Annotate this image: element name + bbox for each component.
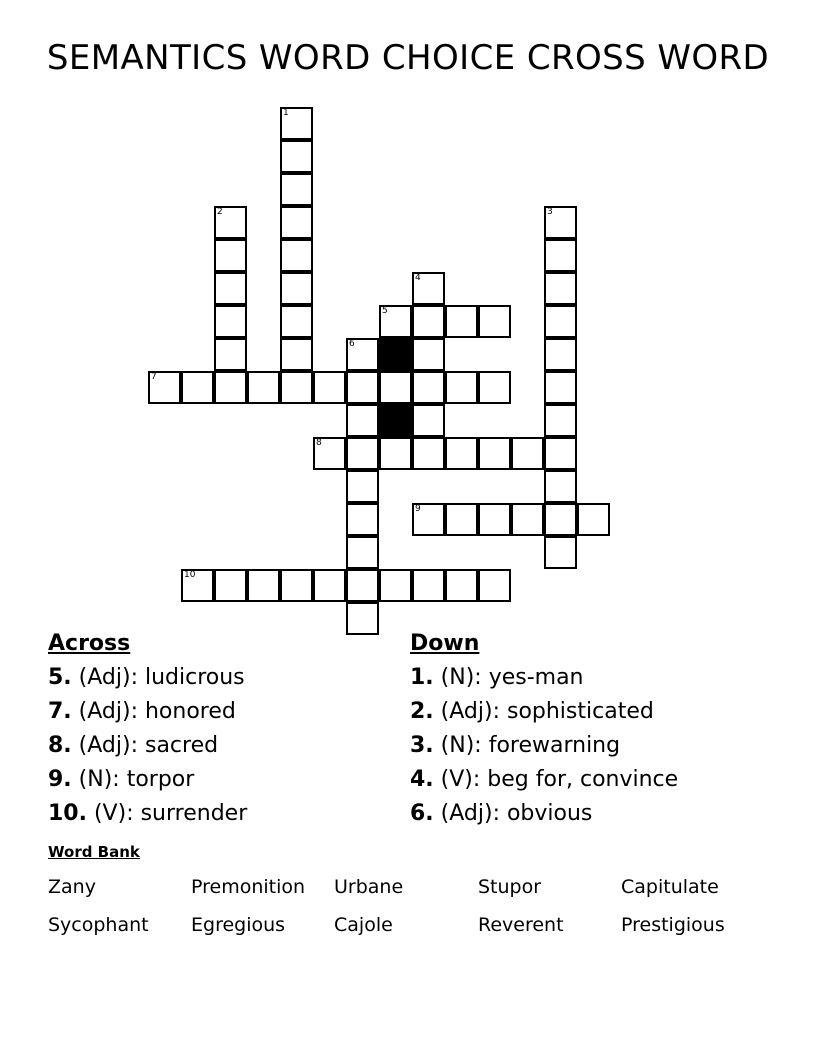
grid-cell[interactable] [544,272,577,305]
clue-text: (V): surrender [86,801,248,826]
clue-text: (N): forewarning [433,733,621,758]
grid-cell[interactable] [313,437,346,470]
grid-cell[interactable] [214,338,247,371]
grid-cell[interactable] [445,305,478,338]
clue-item-down [410,661,800,695]
clue-item-down [410,763,800,797]
clue-text: (V): beg for, convince [433,767,679,792]
grid-cell[interactable] [346,569,379,602]
word-bank-word[interactable]: Capitulate [621,876,719,898]
clue-item-across [48,729,408,763]
clue-item-down [410,797,800,831]
clue-item-across [48,763,408,797]
grid-cell[interactable] [478,305,511,338]
grid-cell[interactable] [214,305,247,338]
grid-cell[interactable] [379,305,412,338]
grid-cell[interactable] [346,437,379,470]
grid-cell-number: 5 [382,306,388,316]
word-bank-word[interactable]: Egregious [191,914,286,936]
word-bank-rows [48,874,778,950]
grid-cell-number: 1 [283,108,289,118]
grid-cell[interactable] [346,503,379,536]
clue-text: (Adj): ludicrous [71,665,245,690]
grid-cell[interactable] [544,371,577,404]
grid-cell-number: 10 [184,570,196,580]
grid-cell-number: 6 [349,339,355,349]
grid-cell[interactable] [445,371,478,404]
grid-cell[interactable] [214,272,247,305]
grid-cell[interactable] [445,503,478,536]
clue-text: (Adj): sacred [71,733,219,758]
down-clue-list [410,661,800,831]
clue-number: 1. [410,665,434,690]
grid-cell[interactable] [544,404,577,437]
grid-cell[interactable] [412,305,445,338]
grid-cell-number: 8 [316,438,322,448]
clue-text: (Adj): honored [71,699,236,724]
grid-cell[interactable] [346,470,379,503]
grid-cell[interactable] [346,338,379,371]
grid-cell[interactable] [214,371,247,404]
clue-number: 7. [48,699,72,724]
grid-cell[interactable] [280,569,313,602]
crossword-grid[interactable] [148,107,588,627]
grid-block-cell [379,338,412,371]
grid-cell[interactable] [280,239,313,272]
grid-cell[interactable] [544,437,577,470]
word-bank-row [48,874,778,912]
word-bank-section [48,842,778,950]
word-bank-word[interactable]: Premonition [191,876,306,898]
clue-item-across [48,695,408,729]
grid-cell[interactable] [544,503,577,536]
grid-cell[interactable] [412,338,445,371]
clue-item-across [48,797,408,831]
grid-cell[interactable] [412,437,445,470]
grid-cell[interactable] [478,371,511,404]
clue-text: (Adj): obvious [433,801,593,826]
grid-cell[interactable] [313,569,346,602]
clue-item-down [410,729,800,763]
grid-cell[interactable] [346,536,379,569]
grid-cell[interactable] [346,404,379,437]
grid-cell[interactable] [544,239,577,272]
grid-cell[interactable] [544,338,577,371]
grid-cell[interactable] [478,503,511,536]
across-clues-column [48,630,408,831]
down-heading: Down [410,631,480,656]
grid-cell[interactable] [412,569,445,602]
grid-cell[interactable] [577,503,610,536]
grid-cell[interactable] [445,569,478,602]
grid-cell[interactable] [280,107,313,140]
grid-cell[interactable] [280,272,313,305]
grid-cell[interactable] [280,206,313,239]
grid-cell-number: 4 [415,273,421,283]
clue-text: (N): torpor [71,767,195,792]
grid-cell[interactable] [478,437,511,470]
grid-cell[interactable] [544,206,577,239]
grid-cell-number: 3 [547,207,553,217]
clue-number: 9. [48,767,72,792]
grid-cell[interactable] [280,305,313,338]
page-title: SEMANTICS WORD CHOICE CROSS WORD [46,38,770,78]
grid-cell[interactable] [379,371,412,404]
word-bank-word[interactable]: Prestigious [621,914,725,936]
clue-number: 4. [410,767,434,792]
clue-number: 8. [48,733,72,758]
grid-cell-number: 9 [415,504,421,514]
grid-cell[interactable] [280,371,313,404]
clue-text: (N): yes-man [433,665,584,690]
grid-cell[interactable] [544,470,577,503]
word-bank-row [48,912,778,950]
word-bank-word[interactable]: Sycophant [48,914,149,936]
grid-cell[interactable] [544,305,577,338]
grid-cell-number: 7 [151,372,157,382]
clue-number: 10. [48,801,87,826]
word-bank-word[interactable]: Zany [48,876,96,898]
clue-number: 3. [410,733,434,758]
across-clue-list [48,661,408,831]
grid-cell[interactable] [313,371,346,404]
clue-number: 6. [410,801,434,826]
grid-cell[interactable] [280,338,313,371]
grid-cell[interactable] [214,569,247,602]
word-bank-word[interactable]: Reverent [478,914,564,936]
grid-cell[interactable] [511,503,544,536]
grid-cell[interactable] [181,371,214,404]
grid-cell[interactable] [412,272,445,305]
grid-block-cell [379,404,412,437]
word-bank-word[interactable]: Urbane [334,876,404,898]
grid-cell[interactable] [247,569,280,602]
word-bank-heading: Word Bank [48,843,140,861]
clue-item-across [48,661,408,695]
grid-cell[interactable] [478,569,511,602]
word-bank-word[interactable]: Cajole [334,914,393,936]
grid-cell[interactable] [544,536,577,569]
grid-cell-number: 2 [217,207,223,217]
grid-cell[interactable] [181,569,214,602]
grid-cell[interactable] [280,173,313,206]
clue-text: (Adj): sophisticated [433,699,654,724]
grid-cell[interactable] [379,437,412,470]
grid-cell[interactable] [346,371,379,404]
grid-cell[interactable] [379,569,412,602]
grid-cell[interactable] [280,140,313,173]
grid-cell[interactable] [148,371,181,404]
down-clues-column [410,630,800,831]
grid-cell[interactable] [214,239,247,272]
grid-cell[interactable] [412,371,445,404]
grid-cell[interactable] [412,404,445,437]
word-bank-word[interactable]: Stupor [478,876,542,898]
clue-number: 2. [410,699,434,724]
grid-cell[interactable] [412,503,445,536]
clue-item-down [410,695,800,729]
grid-cell[interactable] [445,437,478,470]
grid-cell[interactable] [247,371,280,404]
clue-number: 5. [48,665,72,690]
across-heading: Across [48,631,131,656]
grid-cell[interactable] [511,437,544,470]
grid-cell[interactable] [214,206,247,239]
